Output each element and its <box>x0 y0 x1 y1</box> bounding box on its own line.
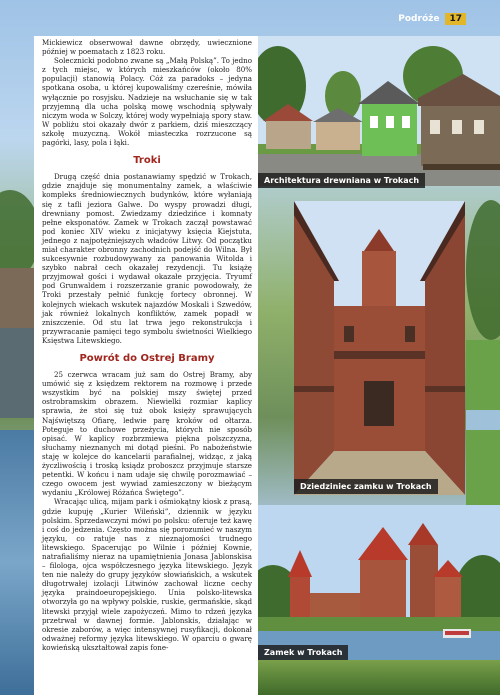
article-paragraph: Wracając ulicą, mijam park i ośmiokątny kiosk z prasą, gdzie kupuję „Kurier Wileński”, dziennik w języku polskim. Sprzedawczyni mówi po polsku: oferuje też kawę i coś do jedzenia. Często można się porozumieć w naszym języku, co ratuje nas z nieznajomości trudnego litewskiego. Spacerując po Wilnie i później Kownie, natrafialiśmy nieraz na upamiętnienia Jonasa Jablonskisa – filologa, ojca współczesnego języka litewskiego. Język ten nie należy do grupy języków słowiańskich, a wskutek długotrwałej izolacji Litwinów zachował liczne cechy języka praindoeuropejskiego. Unia polsko-litewska otworzyła go na wpływy polskie, ruskie, germańskie, skąd litewski przyjął wiele zapożyczeń. Mimo to rdzeń języka przetrwał w dawnej formie. Jablonskis, działając w okresie zaborów, a więc intensywnej rusyfikacji, dokonał odważnej reformy języka litewskiego. W oparciu o gwarę kowieńską ukształtował zapis fone- <box>42 497 252 652</box>
article-paragraph: Solecznicki podobno zwane są „Małą Polską”. To jedno z tych miejsc, w których mieszkańców (około 80% populacji) stanowią Polacy. Cóż za paradoks – jedyna spotkana osoba, u której kupowaliśmy czereśnie, mówiła wyłącznie po rosyjsku. Nadzieje na wsłuchanie się w tak przyjemną dla ucha polską mowę wschodnią spływały niczym woda w Solczy, której wody wypełniają spory staw. W pobliżu stoi okazały dwór z parkiem, dziś mieszczący szkołę muzyczną. Wokół miasteczka rozrzucone są pagórki, lasy, pola i łąki. <box>42 56 252 148</box>
article-paragraph: Mickiewicz obserwował dawne obrzędy, uwiecznione później w poematach z 1823 roku. <box>42 38 252 57</box>
article-paragraph: 25 czerwca wracam już sam do Ostrej Bramy, aby umówić się z księdzem rektorem na rozmowę i przede wszystkim być na polskiej mszy świętej przed ostrobramskim obrazem. Niewielki rozmiar kaplicy sprawia, że stoi się tuż obok księży sprawujących Najświętszą Ofiarę, ledwie parę kroków od ołtarza. Poteguje to duchowe przeżycia, których nie sposób opisać. W kaplicy rozbrzmiewa piękna polszczyzna, słuchamy nieznanych mi dotąd pieśni. Po nabożeństwie staję w kolejce do kancelarii parafialnej, widząc, z jaką życzliwością i troską ksiądz proboszcz przyjmuje starsze petentki. W końcu i nam udaje się chwilę porozmawiać – czego owocem jest wywiad zamieszczony w bieżącym wydaniu „Królowej Różańca Świętego”. <box>42 370 252 498</box>
photo-castle-lake <box>258 505 500 660</box>
background-tree <box>466 200 500 340</box>
photo-castle-courtyard <box>294 201 465 495</box>
photo-caption: Zamek w Trokach <box>258 645 348 660</box>
page-number-badge: 17 <box>445 13 466 25</box>
wooden-houses-illustration <box>258 36 500 186</box>
castle-lake-illustration <box>258 505 500 660</box>
section-heading: Powrót do Ostrej Bramy <box>79 353 215 364</box>
section-heading: Troki <box>133 155 161 167</box>
castle-courtyard-illustration <box>294 201 465 495</box>
photo-caption: Dziedziniec zamku w Trokach <box>294 479 438 494</box>
photo-wooden-architecture <box>258 36 500 186</box>
article-paragraph: Drugą część dnia postanawiamy spędzić w Trokach, gdzie znajduje się monumentalny zamek, a właściwie kompleks średniowiecznych budynków, które wyłaniają się z tafli jeziora Galwe. Do wyspy prowadzi długi, drewniany pomost. Zwiedzamy dziedzińce i komnaty pełne eksponatów. Zamek w Trokach zaczął powstawać pod koniec XIV wieku z inicjatywy księcia Kiejstuta, jednego z najpotężniejszych władców Litwy. Od początku miał charakter obronny zachodnich podejść do Wilna. Był sukcesywnie rozbudowywany za panowania Witolda i szybko nabrał cech okazałej rezydencji. Tu książę przyjmował gości i wydawał okazałe przyjęcia. Tryumf pod Grunwaldem i rozszerzanie granic powodowały, że Troki przestały pełnić funkcję fortecy obronnej. W kolejnych wiekach wskutek najazdów Moskali i Szwedów, jak również lokalnych konfliktów, zamek popadł w zniszczenie. Od stu lat trwa jego rekonstrukcja i przywracanie pamięci tego symbolu świetności Wielkiego Księstwa Litewskiego. <box>42 172 252 345</box>
article-text-column <box>34 36 258 695</box>
background-gazebo <box>0 268 36 418</box>
photo-caption: Architektura drewniana w Trokach <box>258 173 425 188</box>
background-grass <box>258 660 500 695</box>
section-title: Podróże <box>398 13 440 24</box>
background-lake-right <box>466 410 500 430</box>
page-header <box>398 11 466 26</box>
